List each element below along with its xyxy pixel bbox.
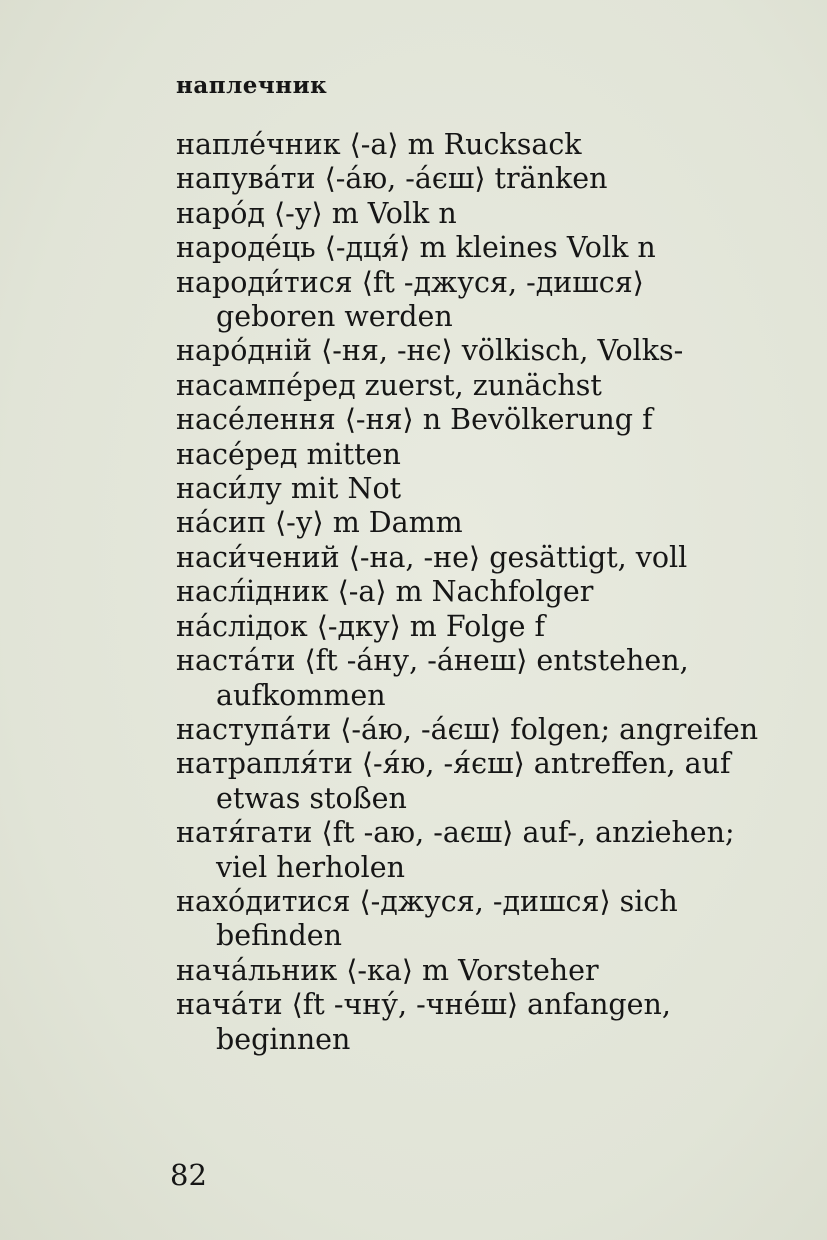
dictionary-entry: наси́лу mit Not: [176, 472, 402, 506]
dictionary-entry: нача́льник ⟨-ка⟩ m Vorsteher: [176, 953, 599, 987]
dictionary-entry: нахо́дитися ⟨-джуся, -дишся⟩ sich befinden: [176, 884, 678, 953]
dictionary-entry: наро́д ⟨-у⟩ m Volk n: [176, 196, 457, 230]
dictionary-entry: напле́чник ⟨-а⟩ m Rucksack: [176, 128, 582, 161]
dictionary-entry: насе́ред mitten: [176, 437, 401, 471]
dictionary-entry: наста́ти ⟨ft -а́ну, -а́неш⟩ entstehen, aufkommen: [176, 644, 689, 712]
entry-list: [176, 128, 761, 1057]
dictionary-entry: нача́ти ⟨ft -чну́, -чне́ш⟩ anfangen, beginnen: [176, 988, 671, 1056]
dictionary-entry: народи́тися ⟨ft -джуся, -дишся⟩ geboren werden: [176, 265, 644, 334]
dictionary-entry: насампе́ред zuerst, zunächst: [176, 368, 602, 402]
page-number: 82: [170, 1158, 207, 1192]
dictionary-entry: натрапля́ти ⟨-я́ю, -я́єш⟩ antreffen, auf etwas stoßen: [176, 747, 731, 815]
dictionary-entry: на́слідок ⟨-дку⟩ m Folge f: [176, 609, 546, 643]
running-head: наплечник: [176, 72, 328, 99]
dictionary-entry: наси́чений ⟨-на, -не⟩ gesättigt, voll: [176, 540, 688, 574]
dictionary-entry: напува́ти ⟨-а́ю, -а́єш⟩ tränken: [176, 162, 608, 196]
dictionary-entry: наступа́ти ⟨-а́ю, -а́єш⟩ folgen; angreifen: [176, 712, 759, 746]
dictionary-entry: насе́лення ⟨-ня⟩ n Bevölkerung f: [176, 403, 653, 437]
dictionary-entry: народе́ць ⟨-дця́⟩ m kleines Volk n: [176, 231, 656, 265]
dictionary-entry: насл́ідник ⟨-а⟩ m Nachfolger: [176, 575, 594, 609]
dictionary-entry: наро́дній ⟨-ня, -нє⟩ völkisch, Volks-: [176, 334, 684, 368]
dictionary-entry: натя́гати ⟨ft -аю, -аєш⟩ auf-, anziehen; viel herholen: [176, 816, 735, 884]
dictionary-entry: на́сип ⟨-у⟩ m Damm: [176, 506, 463, 540]
